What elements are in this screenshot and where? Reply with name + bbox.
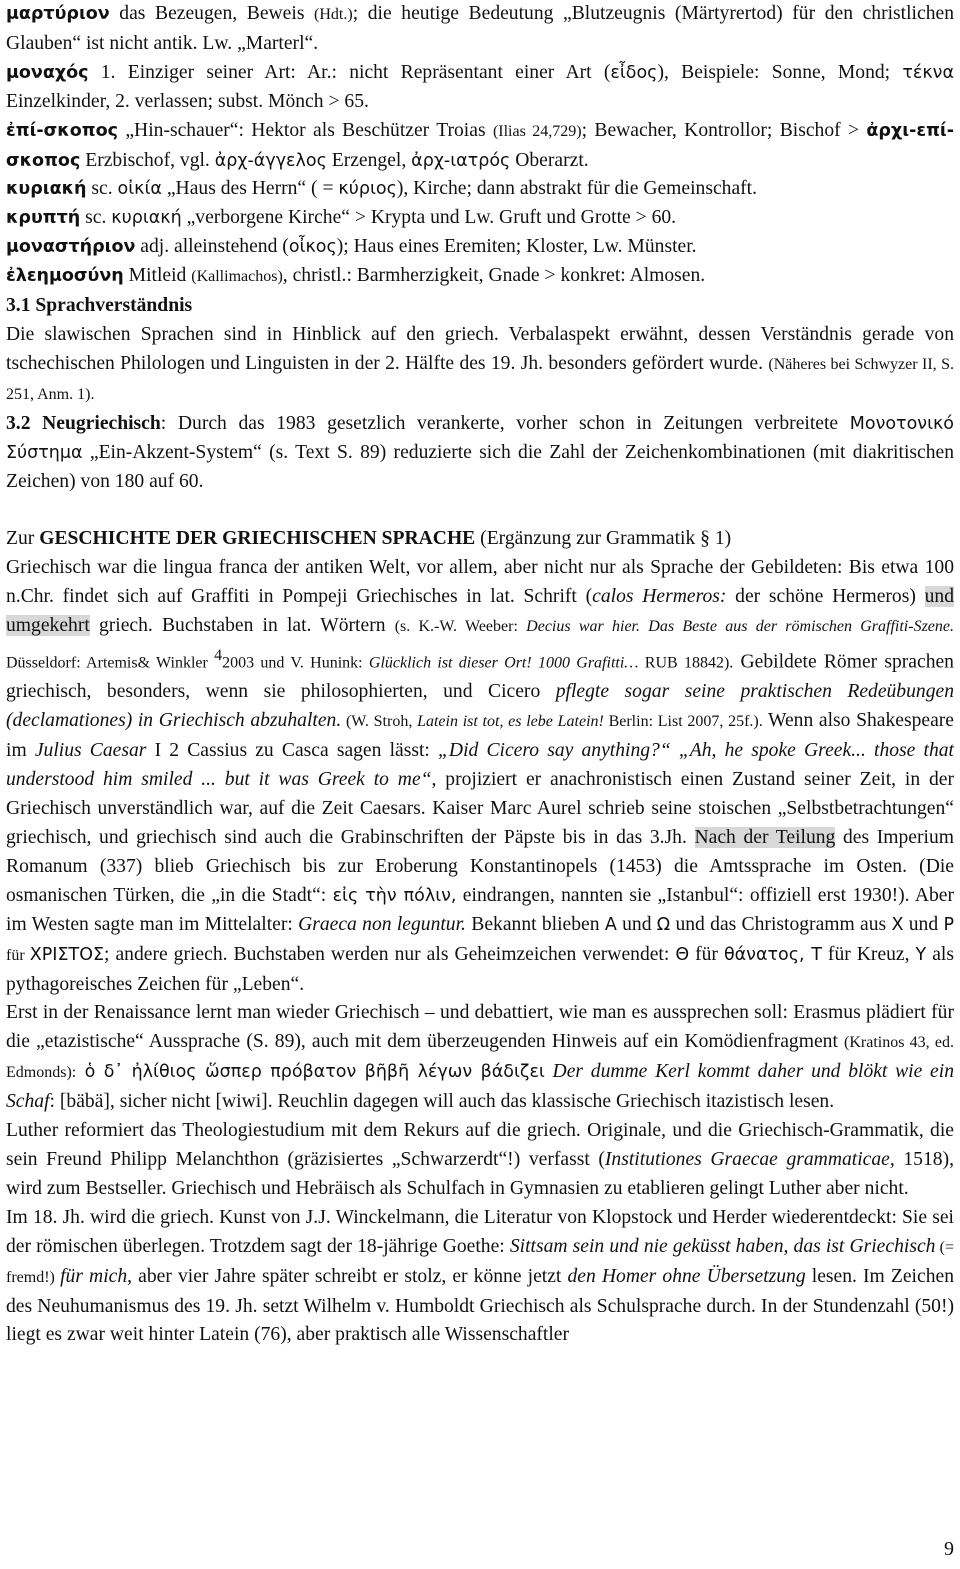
entry-monasterion: μοναστήριον adj. alleinstehend (οἶκος); Haus eines Eremiten; Kloster, Lw. Münster. [6,236,697,258]
page-number: 9 [944,1538,954,1560]
greek-term: κυριακή [6,179,87,200]
section-heading-3-2: 3.2 Neugriechisch [6,412,161,434]
section-3-2-text: 3.2 Neugriechisch: Durch das 1983 gesetzlich verankerte, vorher schon in Zeitungen verbreitete Μονοτονικό Σύστημα „Ein-Akzent-System“ (s. Text S. 89) reduzierte sich die Zahl der Zeichenkombinationen (mit diakritischen Zeichen) von 180 auf 60. [6,412,955,492]
history-heading: Zur GESCHICHTE DER GRIECHISCHEN SPRACHE (Ergänzung zur Grammatik § 1) [6,528,732,550]
section-3-1-text: Die slawischen Sprachen sind in Hinblick auf den griech. Verbalaspekt erwähnt, dessen Verständnis gerade von tschechischen Philologen und Linguisten in der 2. Hälfte des 19. Jh. besonders gefördert wurde. (Näheres bei Schwyzer II, S. 251, Anm. 1). [6,323,955,403]
greek-term: ἐλεημοσύνη [6,266,124,287]
greek-term: μοναχός [6,62,89,83]
entry-eleemosyne: ἐλεημοσύνη Mitleid (Kallimachos), christl.: Barmherzigkeit, Gnade > konkret: Almosen. [6,265,706,287]
greek-term: κρυπτή [6,208,81,229]
entry-monachos: μοναχός 1. Einziger seiner Art: Ar.: nicht Repräsentant einer Art (εἶδος), Beispiele: Sonne, Mond; τέκνα Einzelkinder, 2. verlassen; subst. Mönch > 65. [6,61,954,112]
history-paragraph-1: Griechisch war die lingua franca der antiken Welt, vor allem, aber nicht nur als Sprache der Gebildeten: Bis etwa 100 n.Chr. findet sich auf Graffiti in Pompeji Griechisches in lat. Schrift (calos Hermeros: der schöne Hermeros) und umgekehrt griech. Buchstaben in lat. Wörtern (s. K.-W. Weeber: Decius war hier. Das Beste aus der römischen Graffiti-Szene. Düsseldorf: Artemis& Winkler $^4$2003 und V. Hunink: Glücklich ist dieser Ort! 1000 Grafitti… RUB 18842). Gebildete Römer sprachen griechisch, besonders, wenn sie philosophierten, und Cicero pflegte sogar seine praktischen Redeübungen (declamationes) in Griechisch abzuhalten. (W. Stroh, Latein ist tot, es lebe Latein! Berlin: List 2007, 25f.). Wenn also Shakespeare im Julius Caesar I 2 Cassius zu Casca sagen lässt: „Did Cicero say anything?“ „Ah, he spoke Greek... those that understood him smiled ... but it was Greek to me“, projiziert er anachronistisch einen Zustand seiner Zeit, in der Griechisch unverständlich war, auf die Zeit Caesars. Kaiser Marc Aurel schrieb seine stoischen „Selbstbetrachtungen“ griechisch, und griechisch sind auch die Grabinschriften der Päpste bis in das 3.Jh. Nach der Teilung des Imperium Romanum (337) blieb Griechisch bis zur Eroberung Konstantinopels (1453) die Amtssprache im Osten. (Die osmanischen Türken, die „in die Stadt“: εἰς τὴν πόλιν, eindrangen, nannten sie „Istanbul“: offiziell erst 1930!). Aber im Westen sagte man im Mittelalter: Graeca non leguntur. Bekannt blieben Α und Ω und das Christogramm aus Χ und Ρ für ΧΡΙΣΤΟΣ; andere griech. Buchstaben werden nur als Geheimzeichen verwendet: Θ für θάνατος, Τ für Kreuz, Υ als pythagoreisches Zeichen für „Leben“. [6,557,955,995]
highlighted-text: Nach der Teilung [694,827,836,848]
greek-term: μοναστήριον [6,237,136,258]
greek-term: ἐπί-σκοπος [6,120,118,141]
entry-martyrion: μαρτύριον das Bezeugen, Beweis (Hdt.); die heutige Bedeutung „Blutzeugnis (Märtyrertod) für den christlichen Glauben“ ist nicht antik. Lw. „Marterl“. [6,3,954,54]
section-heading-3-1: 3.1 Sprachverständnis [6,295,193,317]
entry-krypte: κρυπτή sc. κυριακή „verborgene Kirche“ > Krypta und Lw. Gruft und Grotte > 60. [6,207,677,229]
history-paragraph-4: Im 18. Jh. wird die griech. Kunst von J.J. Winckelmann, die Literatur von Klopstock und Herder wiederentdeckt: Sie sei der römischen überlegen. Trotzdem sagt der 18-jährige Goethe: Sittsam sein und nie geküsst haben, das ist Griechisch (= fremd!) für mich, aber vier Jahre später schreibt er stolz, er könne jetzt den Homer ohne Übersetzung lesen. Im Zeichen des Neuhumanismus des 19. Jh. setzt Wilhelm v. Humboldt Griechisch als Schulsprache durch. In der Stundenzahl (50!) liegt es zwar weit hinter Latein (76), aber praktisch alle Wissenschaftler [6,1206,954,1346]
highlighted-text: und umgekehrt [6,586,955,637]
entry-kyriake: κυριακή sc. οἰκία „Haus des Herrn“ ( = κύριος), Kirche; dann abstrakt für die Gemeinschaft. [6,178,758,200]
history-paragraph-3: Luther reformiert das Theologiestudium mit dem Rekurs auf die griech. Originale, und die Griechisch-Grammatik, die sein Freund Philipp Melanchthon (gräzisiertes „Schwarzerdt“!) verfasst (Institutiones Graecae grammaticae, 1518), wird zum Bestseller. Griechisch und Hebräisch als Schulfach in Gymnasien zu etablieren gelingt Luther aber nicht. [6,1120,954,1199]
entry-episkopos: ἐπί-σκοπος „Hin-schauer“: Hektor als Beschützer Troias (Ilias 24,729); Bewacher, Kontrollor; Bischof > ἀρχι-επί-σκοπος Erzbischof, vgl. ἀρχ-άγγελος Erzengel, ἀρχ-ιατρός Oberarzt. [6,119,954,171]
document-page [6,0,954,1350]
greek-term: μαρτύριον [6,4,110,24]
history-paragraph-2: Erst in der Renaissance lernt man wieder Griechisch – und debattiert, wie man es aussprechen soll: Erasmus plädiert für die „etazistische“ Aussprache (S. 89), auch mit dem überzeugenden Hinweis auf ein Komödienfragment (Kratinos 43, ed. Edmonds): ὁ δ᾽ ἠλίθιος ὥσπερ πρόβατον βῆβῆ λέγων βάδιζει Der dumme Kerl kommt daher und blökt wie ein Schaf: [bäbä], sicher nicht [wiwi]. Reuchlin dagegen will auch das klassische Griechisch itazistisch lesen. [6,1002,954,1113]
spacer [6,496,954,525]
